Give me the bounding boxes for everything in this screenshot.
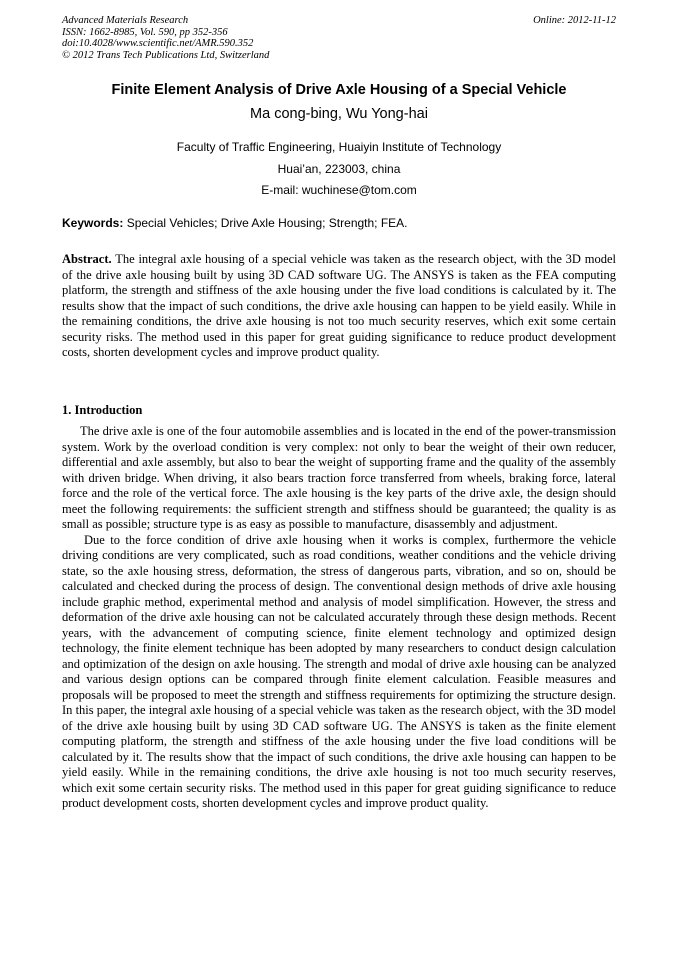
abstract-paragraph: [62, 252, 616, 361]
author-location: Huai’an, 223003, china: [277, 162, 401, 176]
keywords-line: [62, 216, 616, 230]
abstract-text: The integral axle housing of a special vehicle was taken as the research object, with the 3D model of the drive axle housing built by using 3D CAD software UG. The ANSYS is taken as the FEA computing platform, the strength and stiffness of the axle housing under the five load conditions is calculated by it. The results show that the impact of such conditions, the drive axle housing can happen to be yield easily. While in the remaining conditions, the drive axle housing is not too much security reserves, which exit some certain security risks. The method used in this paper for great guiding significance to reduce product development costs, shorten development cycles and improve product quality.: [62, 252, 617, 359]
paper-title: Finite Element Analysis of Drive Axle Housing of a Special Vehicle: [111, 82, 567, 98]
journal-doi[interactable]: doi:10.4028/www.scientific.net/AMR.590.352: [62, 38, 254, 49]
author-affiliation: Faculty of Traffic Engineering, Huaiyin Institute of Technology: [176, 140, 502, 154]
paper-authors: Ma cong-bing, Wu Yong-hai: [250, 106, 428, 122]
abstract-label: Abstract.: [62, 252, 112, 266]
intro-paragraph-2: Due to the force condition of drive axle housing when it works is complex, furthermore the vehicle driving conditions are very complicated, such as road conditions, weather conditions and the vehicle driving state, so the axle housing stress, deformation, the stress of dangerous parts, vibration, and so on, should be calculated and checked during the process of design. The conventional design methods of drive axle housing include graphic method, experimental method and analysis of model simplification. However, the stress and deformation of the drive axle housing can not be calculated accurately through these design methods. Recent years, with the advancement of computing science, finite element technology and optimized design technology, the finite element technique has been adopted by many researchers to conduct design calculation and optimization of the design on axle housing. The strength and modal of drive axle housing can be analyzed and various design options can be compared through finite element calculation. Feasible measures and proposals will be proposed to meet the strength and stiffness requirements for optimizing the structure design. In this paper, the integral axle housing of a special vehicle was taken as the research object, with the 3D model of the drive axle housing built by using 3D CAD software UG. The ANSYS is taken as the finite element computing platform, the strength and stiffness of the axle housing under the five load conditions will be calculated by it. The results show that the impact of such conditions, the drive axle housing can happen to be yield easily. While in the remaining conditions, the drive axle housing is not too much security reserves, which exit some certain security risks. The method used in this paper for great guiding significance to reduce product development costs, shorten development cycles and improve product quality.: [62, 532, 616, 810]
section-heading-introduction: 1. Introduction: [62, 403, 143, 417]
keywords-label: Keywords:: [62, 216, 124, 230]
journal-header: [62, 15, 616, 61]
online-date: Online: 2012-11-12: [533, 15, 616, 26]
keywords-text: Special Vehicles; Drive Axle Housing; Strength; FEA.: [126, 216, 408, 230]
intro-paragraph-1: The drive axle is one of the four automobile assemblies and is located in the end of the power-transmission system. Work by the overload condition is very complex: not only to bear the weight of their own reducer, differential and axle assembly, but also to bear the weight of supporting frame and the quality of the assembly with driven bridge. When driving, it also bears traction force transferred from wheels, braking force, lateral force and the role of the vertical force. The axle housing is the key parts of the drive axle, the design should meet the following requirements: the sufficient strength and stiffness should be guaranteed; the quality is as small as possible; structure type is as easy as possible to manufacture, disassembly and adjustment.: [62, 424, 616, 531]
journal-copyright: © 2012 Trans Tech Publications Ltd, Switzerland: [62, 49, 270, 61]
abstract-section: [62, 252, 616, 361]
journal-issn: ISSN: 1662-8985, Vol. 590, pp 352-356: [62, 26, 228, 38]
introduction-section: [62, 424, 616, 812]
journal-name: Advanced Materials Research: [62, 15, 189, 26]
author-email[interactable]: E-mail: wuchinese@tom.com: [261, 183, 417, 197]
